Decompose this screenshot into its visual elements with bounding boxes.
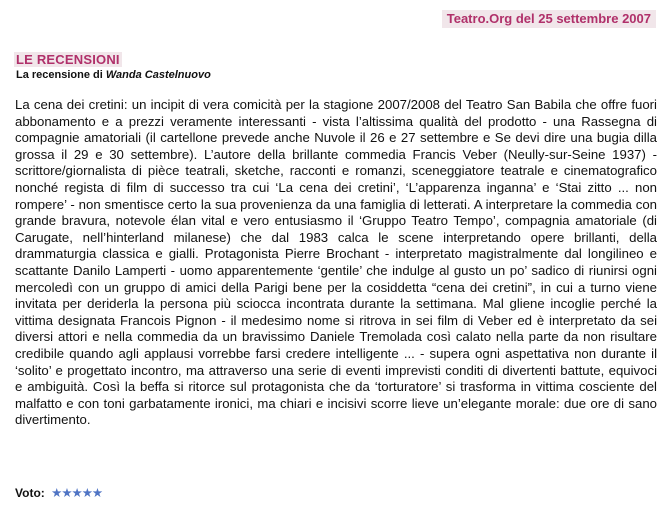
rating-stars-icon: ★★★★★ [51, 486, 103, 500]
review-byline [16, 69, 211, 81]
byline-prefix: La recensione di [16, 69, 106, 81]
section-title: LE RECENSIONI [16, 52, 120, 67]
rating-row [15, 485, 102, 500]
byline-author: Wanda Castelnuovo [105, 69, 211, 81]
publication-date-banner: Teatro.Org del 25 settembre 2007 [442, 10, 656, 28]
rating-label: Voto: [15, 486, 45, 500]
review-body-text: La cena dei cretini: un incipit di vera comicità per la stagione 2007/2008 del Teatro San Babila che offre fuori abbonamento e a prezzi veramente interessanti - vista l’altissima qualità del prodotto - una Rassegna di compagnie amatoriali (il cartellone prevede anche Nuvole il 26 e 27 settembre e Se devi dire una bugia dilla grossa il 29 e 30 settembre). L’autore della brillante commedia Francis Veber (Neully-sur-Seine 1937) - scrittore/giornalista di pièce teatrali, sketche, racconti e romanzi, sceneggiatore teatrale e cinematografico nonché regista di film di successo tra cui ‘La cena dei cretini’, ‘L’apparenza inganna’ e ‘Stai zitto ... non rompere’ - non smentisce certo la sua provenienza da una famiglia di letterati. A interpretare la commedia con grande bravura, notevole élan vital e vero entusiasmo il ‘Gruppo Teatro Tempo’, compagnia amatoriale (di Carugate, nell’hinterland milanese) che dal 1983 calca le scene interpretando opere brillanti, della drammaturgia classica e gialli. Protagonista Pierre Brochant - interpretato magistralmente dal longilineo e scattante Danilo Lamperti - uomo apparentemente ‘gentile’ che indulge al gusto un po’ sadico di riunirsi ogni mercoledì con un gruppo di amici della Parigi bene per la cosiddetta “cena dei cretini”, in cui a turno viene invitata per deriderla la persona più sciocca incontrata durante la settimana. Mal gliene incoglie perché la vittima designata Francois Pignon - il medesimo nome si ritrova in sei film di Veber ed è interpretato da sei diversi attori e nella commedia da un bravissimo Daniele Tremolada così calato nella parte da non risultare credibile quando agli applausi vorrebbe farsi credere intelligente ... - supera ogni aspettativa non durante il ‘solito’ e progettato incontro, ma attraverso una serie di eventi imprevisti conditi di divertenti battute, equivoci e ambiguità. Così la beffa si ritorce sul protagonista che da ‘torturatore’ si trasforma in vittima cosciente del malfatto e con toni garbatamente ironici, ma chiari e incisivi scorre lieve un’elegante morale: due ore di sano divertimento. [15, 97, 657, 428]
